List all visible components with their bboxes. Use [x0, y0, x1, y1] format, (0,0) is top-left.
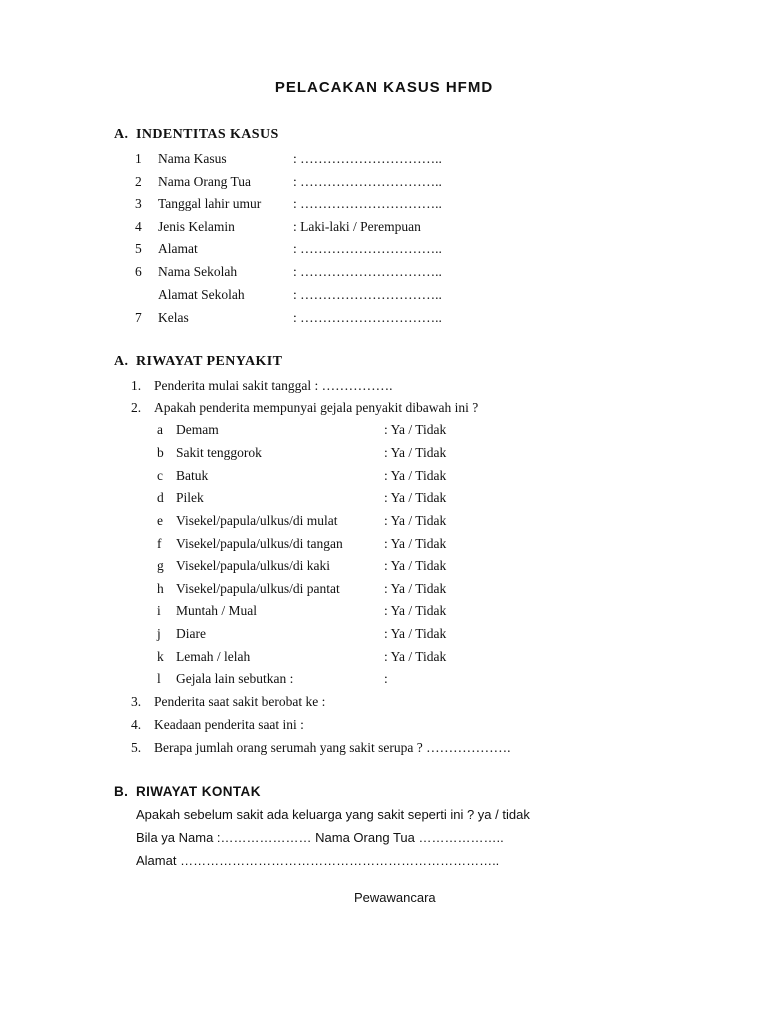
row-label: Nama Orang Tua	[158, 174, 251, 189]
symptom-letter: i	[157, 603, 161, 618]
symptom-row	[0, 558, 768, 576]
question-text: Penderita saat sakit berobat ke :	[154, 694, 326, 709]
question-4	[0, 717, 768, 735]
symptom-letter: a	[157, 422, 163, 437]
question-number: 3.	[131, 694, 142, 709]
row-number: 6	[135, 264, 142, 279]
row-label: Tanggal lahir umur	[158, 196, 262, 211]
row-value: : …………………………..	[293, 287, 442, 302]
question-text: Berapa jumlah orang serumah yang sakit serupa ? ……………….	[154, 740, 511, 755]
kontak-question	[0, 807, 768, 825]
symptom-value: : Ya / Tidak	[384, 581, 447, 596]
question-number: 4.	[131, 717, 142, 732]
symptom-value: : Ya / Tidak	[384, 445, 447, 460]
symptom-letter: b	[157, 445, 164, 460]
row-value: : …………………………..	[293, 264, 442, 279]
symptom-value: : Ya / Tidak	[384, 603, 447, 618]
symptom-letter: h	[157, 581, 164, 596]
identitas-row-jenis-kelamin	[0, 219, 768, 237]
symptom-value: : Ya / Tidak	[384, 558, 447, 573]
symptom-row	[0, 626, 768, 644]
identitas-row-alamat-sekolah	[0, 287, 768, 305]
question-number: 2.	[131, 400, 142, 415]
row-number: 3	[135, 196, 142, 211]
question-1	[0, 378, 768, 396]
identitas-row-alamat	[0, 241, 768, 259]
symptom-letter: c	[157, 468, 163, 483]
identitas-row-tanggal-lahir	[0, 196, 768, 214]
question-2	[0, 400, 768, 418]
symptom-row	[0, 581, 768, 599]
symptom-value: : Ya / Tidak	[384, 513, 447, 528]
question-5	[0, 740, 768, 758]
symptom-value: : Ya / Tidak	[384, 649, 447, 664]
section-riwayat-penyakit-heading	[114, 354, 414, 372]
signature-label: Pewawancara	[354, 890, 436, 905]
symptom-value: : Ya / Tidak	[384, 422, 447, 437]
kontak-address-text: Alamat ………………………………………………………………..	[136, 853, 500, 868]
symptom-row	[0, 422, 768, 440]
question-text: Apakah penderita mempunyai gejala penyakit dibawah ini ?	[154, 400, 479, 415]
row-label: Kelas	[158, 310, 189, 325]
identitas-row-kelas	[0, 310, 768, 328]
symptom-letter: k	[157, 649, 164, 664]
row-value: : …………………………..	[293, 151, 442, 166]
question-text: Keadaan penderita saat ini :	[154, 717, 304, 732]
symptom-row	[0, 536, 768, 554]
row-number: 5	[135, 241, 142, 256]
question-text: Penderita mulai sakit tanggal : …………….	[154, 378, 393, 393]
section-title: RIWAYAT KONTAK	[136, 784, 261, 799]
question-number: 1.	[131, 378, 142, 393]
symptom-label: Sakit tenggorok	[176, 445, 262, 460]
question-number: 5.	[131, 740, 142, 755]
section-letter: A.	[114, 354, 129, 369]
row-number: 2	[135, 174, 142, 189]
symptom-label: Muntah / Mual	[176, 603, 257, 618]
symptom-label: Visekel/papula/ulkus/di tangan	[176, 536, 343, 551]
section-identitas-heading	[114, 127, 414, 145]
symptom-label: Batuk	[176, 468, 209, 483]
row-label: Alamat Sekolah	[158, 287, 245, 302]
question-3	[0, 694, 768, 712]
symptom-value: : Ya / Tidak	[384, 626, 447, 641]
symptom-label: Visekel/papula/ulkus/di mulat	[176, 513, 338, 528]
symptom-row	[0, 513, 768, 531]
symptom-letter: j	[157, 626, 161, 641]
document-title: PELACAKAN KASUS HFMD	[274, 79, 494, 96]
row-value: : …………………………..	[293, 174, 442, 189]
section-title: RIWAYAT PENYAKIT	[136, 354, 283, 369]
symptom-letter: f	[157, 536, 162, 551]
symptom-label: Lemah / lelah	[176, 649, 251, 664]
kontak-name-text: Bila ya Nama :………………… Nama Orang Tua ………………..	[136, 830, 504, 845]
symptom-label: Pilek	[176, 490, 204, 505]
row-number: 7	[135, 310, 142, 325]
symptom-row	[0, 490, 768, 508]
section-letter: A.	[114, 127, 129, 142]
row-label: Alamat	[158, 241, 198, 256]
symptom-letter: e	[157, 513, 163, 528]
identitas-row-nama-sekolah	[0, 264, 768, 282]
row-value: : Laki-laki / Perempuan	[293, 219, 421, 234]
symptom-label: Demam	[176, 422, 219, 437]
symptom-letter: l	[157, 671, 161, 686]
row-number: 4	[135, 219, 142, 234]
kontak-address-line	[0, 853, 768, 871]
section-riwayat-kontak-heading	[114, 784, 414, 802]
symptom-value: : Ya / Tidak	[384, 468, 447, 483]
section-letter: B.	[114, 784, 129, 799]
row-value: : …………………………..	[293, 310, 442, 325]
row-number: 1	[135, 151, 142, 166]
symptom-label: Gejala lain sebutkan :	[176, 671, 294, 686]
kontak-name-line	[0, 830, 768, 848]
identitas-row-nama-kasus	[0, 151, 768, 169]
kontak-question-text: Apakah sebelum sakit ada keluarga yang sakit seperti ini ? ya / tidak	[136, 807, 530, 822]
signature-block	[0, 890, 768, 908]
symptom-letter: d	[157, 490, 164, 505]
row-value: : …………………………..	[293, 196, 442, 211]
row-label: Jenis Kelamin	[158, 219, 235, 234]
symptom-value: : Ya / Tidak	[384, 490, 447, 505]
symptom-row	[0, 649, 768, 667]
row-label: Nama Kasus	[158, 151, 227, 166]
symptom-row	[0, 603, 768, 621]
symptom-row	[0, 671, 768, 689]
symptom-row	[0, 445, 768, 463]
symptom-letter: g	[157, 558, 164, 573]
symptom-label: Visekel/papula/ulkus/di pantat	[176, 581, 340, 596]
row-label: Nama Sekolah	[158, 264, 238, 279]
identitas-row-nama-orang-tua	[0, 174, 768, 192]
symptom-value: : Ya / Tidak	[384, 536, 447, 551]
symptom-label: Visekel/papula/ulkus/di kaki	[176, 558, 331, 573]
symptom-row	[0, 468, 768, 486]
row-value: : …………………………..	[293, 241, 442, 256]
section-title: INDENTITAS KASUS	[136, 127, 279, 142]
symptom-label: Diare	[176, 626, 206, 641]
symptom-value: :	[384, 671, 388, 686]
